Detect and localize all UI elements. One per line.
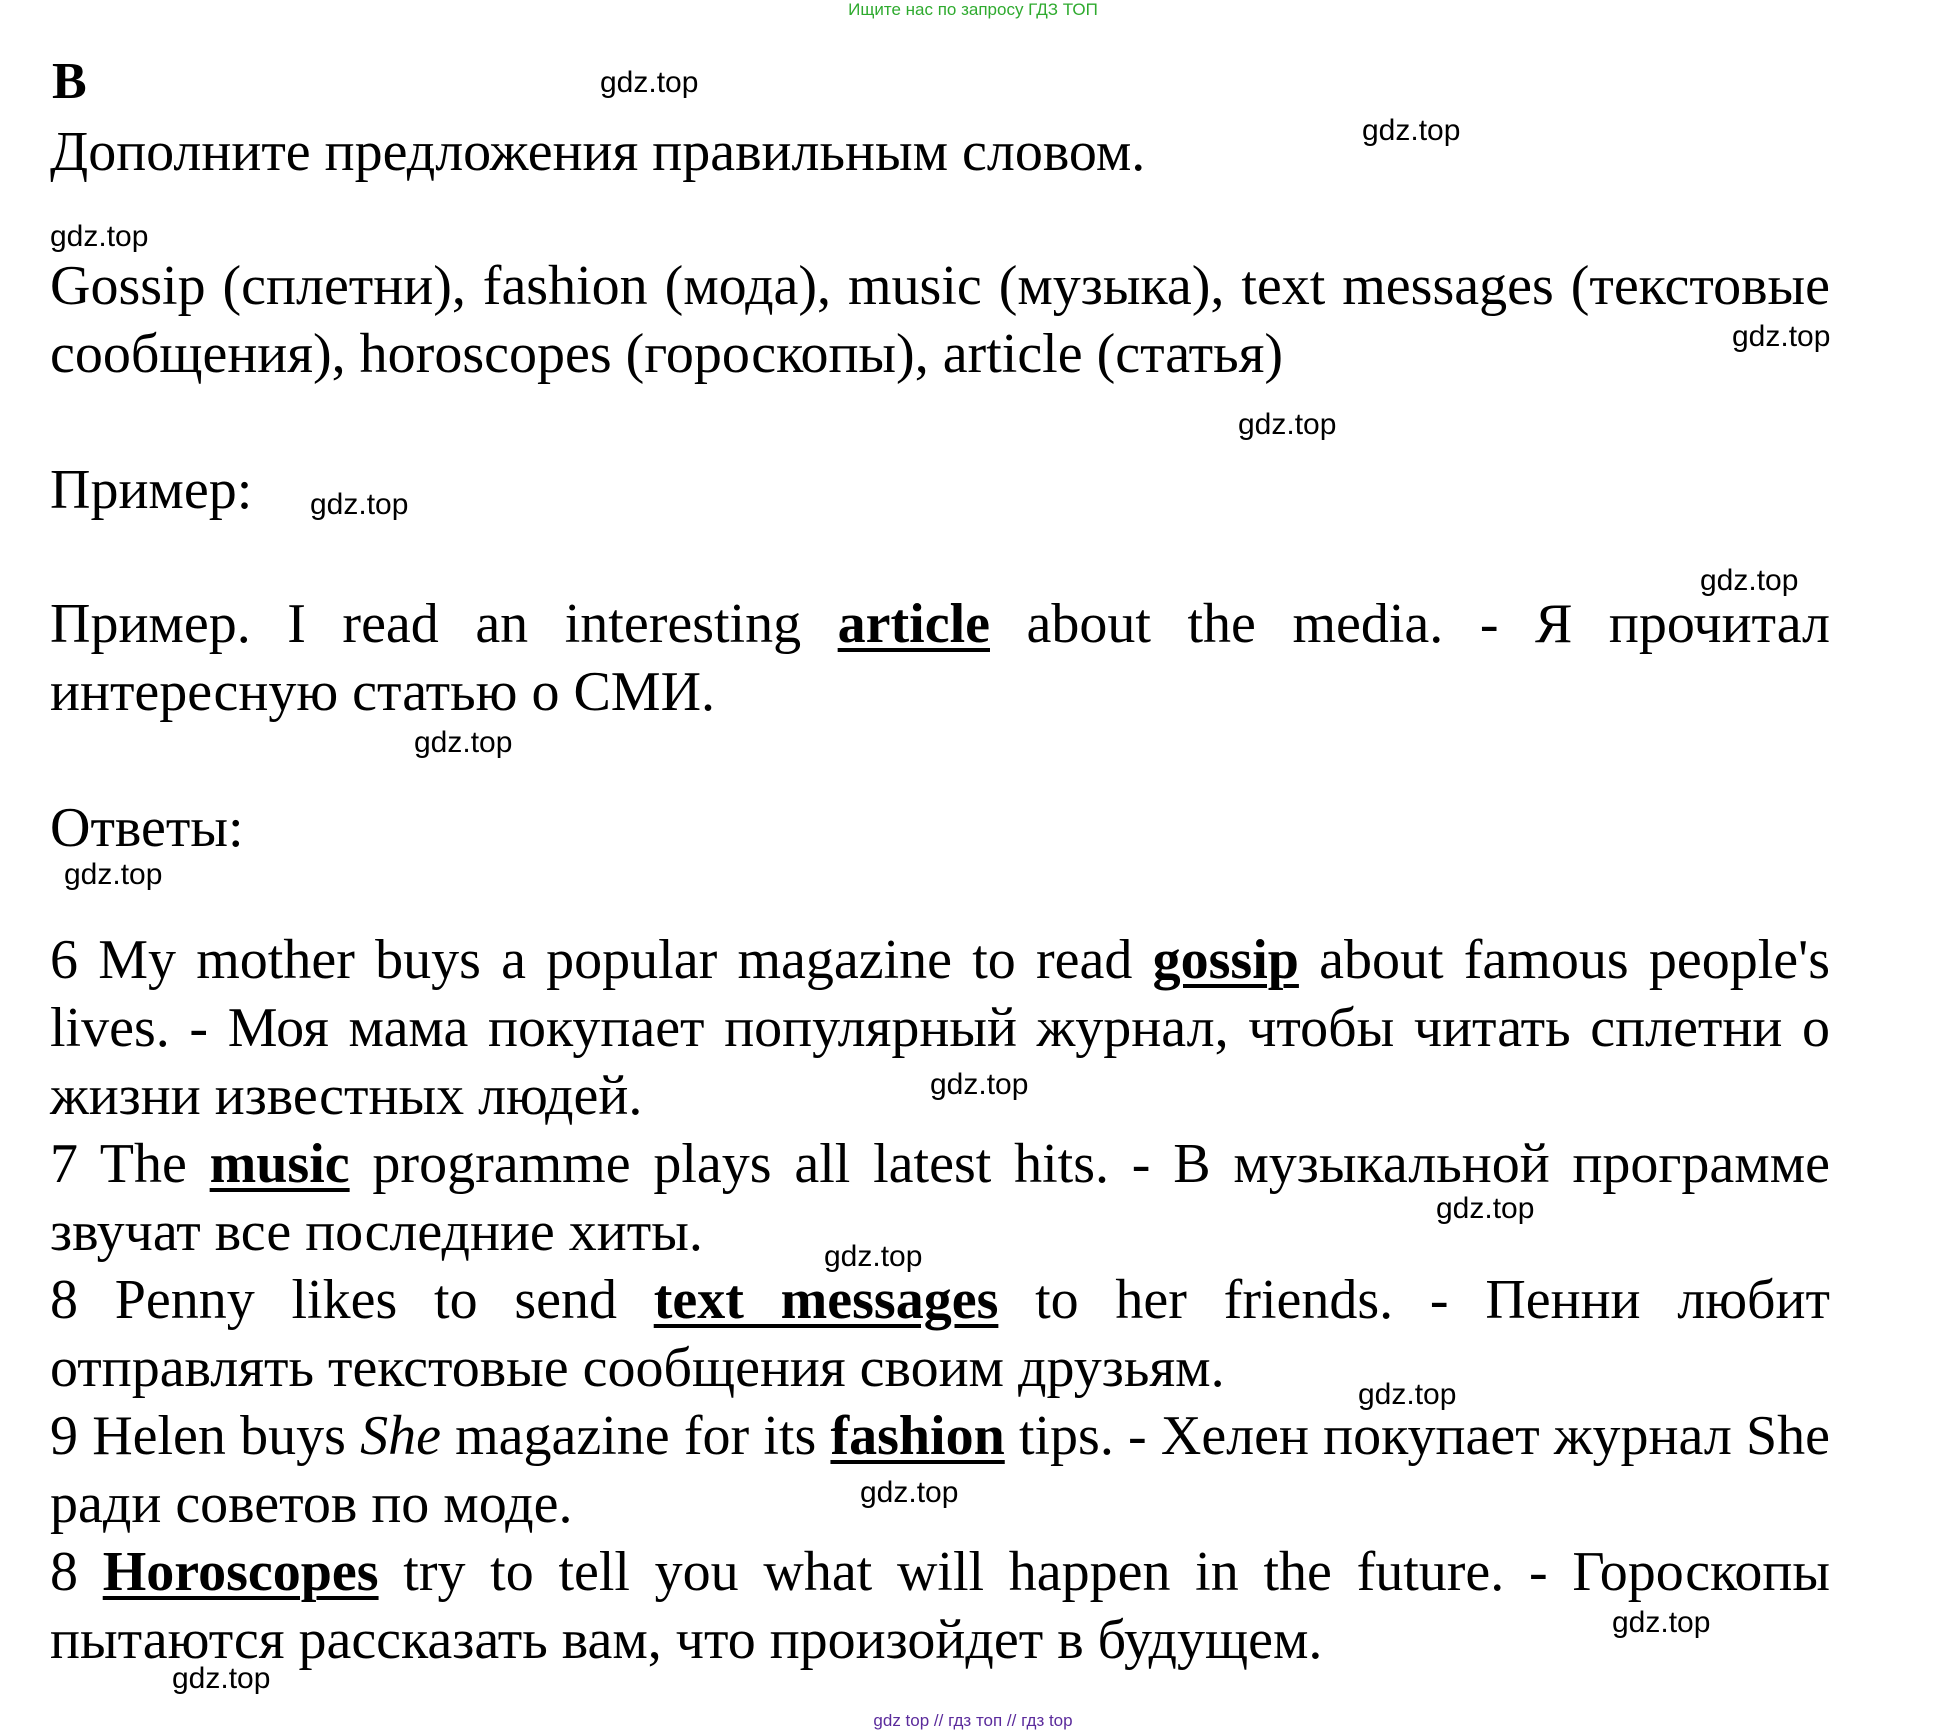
example-answer: article	[837, 593, 990, 655]
answer-word-5: Horoscopes	[102, 1541, 379, 1603]
watermark: gdz.top	[930, 1068, 1029, 1101]
answer-item-4: 9 Helen buys She magazine for its fashion tips. - Хелен покупает журнал She ради советов по моде.	[50, 1405, 1830, 1535]
word-bank: Gossip (сплетни), fashion (мода), music (музыка), text messages (текстовые сообщения), horoscopes (гороскопы), article (статья)	[50, 255, 1830, 385]
watermark: gdz.top	[310, 488, 409, 521]
watermark: gdz.top	[414, 726, 513, 759]
watermark: gdz.top	[1436, 1192, 1535, 1225]
answer-word-1: gossip	[1152, 929, 1299, 991]
answer-word-3: text messages	[653, 1269, 999, 1331]
watermark: gdz.top	[1612, 1606, 1711, 1639]
watermark: gdz.top	[172, 1662, 271, 1695]
watermark: gdz.top	[64, 858, 163, 891]
answer-item-3: 8 Penny likes to send text messages to her friends. - Пенни любит отправлять текстовые сообщения своим друзьям.	[50, 1269, 1830, 1399]
watermark: gdz.top	[824, 1240, 923, 1273]
example-label: Пример:	[50, 459, 253, 521]
magazine-name: She	[360, 1405, 441, 1467]
answer-word-4: fashion	[830, 1405, 1005, 1467]
answer-item-2: 7 The music programme plays all latest hits. - В музыкальной программе звучат все последние хиты.	[50, 1133, 1830, 1263]
watermark: gdz.top	[1700, 564, 1799, 597]
watermark: gdz.top	[600, 66, 699, 99]
answers-label: Ответы:	[50, 797, 244, 859]
footer: gdz top // гдз топ // гдз top	[873, 1711, 1073, 1730]
watermark: gdz.top	[50, 220, 149, 253]
answer-item-5: 8 Horoscopes try to tell you what will happen in the future. - Гороскопы пытаются рассказать вам, что произойдет в будущем.	[50, 1541, 1831, 1671]
watermark: gdz.top	[1238, 408, 1337, 441]
top-banner: Ищите нас по запросу ГДЗ ТОП	[848, 0, 1098, 19]
watermark: gdz.top	[860, 1476, 959, 1509]
answer-word-2: music	[209, 1133, 350, 1195]
example-sentence: Пример. I read an interesting article about the media. - Я прочитал интересную статью о СМИ.	[50, 593, 1830, 723]
instruction: Дополните предложения правильным словом.	[50, 121, 1146, 183]
watermark: gdz.top	[1362, 114, 1461, 147]
section-letter: B	[52, 53, 87, 110]
watermark: gdz.top	[1358, 1378, 1457, 1411]
answer-item-1: 6 My mother buys a popular magazine to read gossip about famous people's lives. - Моя мама покупает популярный журнал, чтобы читать сплетни о жизни известных людей.	[50, 929, 1831, 1127]
watermark: gdz.top	[1732, 320, 1831, 353]
